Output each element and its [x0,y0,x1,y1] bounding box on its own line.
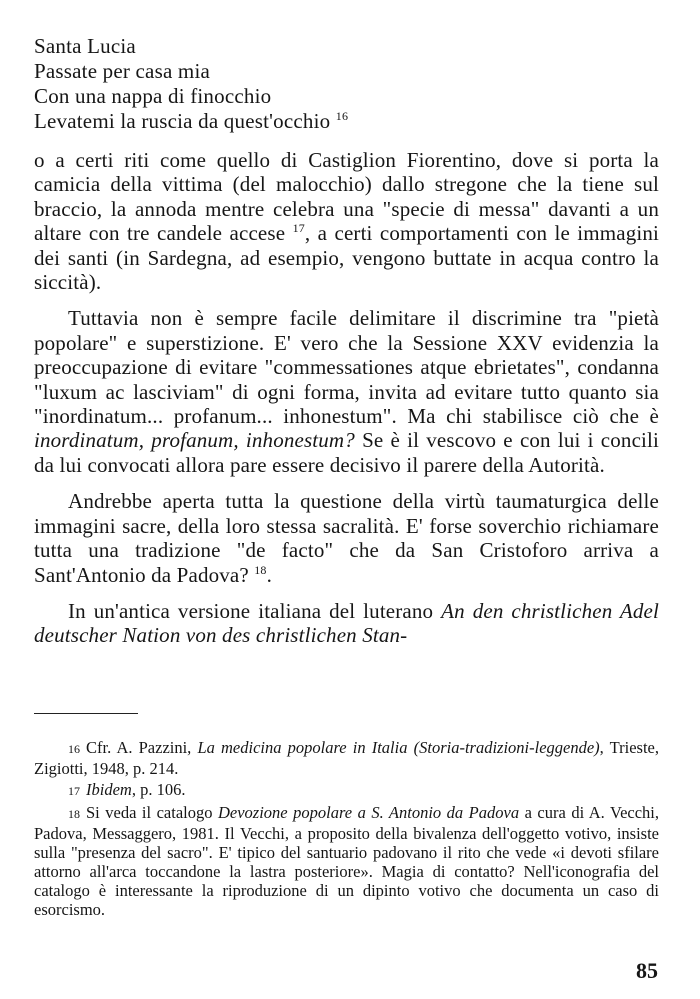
footnotes [34,738,659,921]
footnote-ref: 18 [254,562,267,577]
footnote-number: 17 [68,784,80,798]
verse-line: Con una nappa di finocchio [34,84,272,108]
footnote: 16 Cfr. A. Pazzini, La medicina popolare in Italia (Storia-tradizioni-leggende), Trieste, Zigiotti, 1948, p. 214. [34,738,659,778]
footnote-number: 16 [68,742,80,756]
verse-line: Santa Lucia [34,34,136,58]
body-text [34,148,659,660]
verse-block [34,34,348,134]
verse-line: Passate per casa mia [34,59,211,83]
paragraph: Tuttavia non è sempre facile delimitare il discrimine tra "pietà popolare" e superstizione. E' vero che la Sessione XXV evidenzia la preoccupazione di evitare "commessationes atque ebrietates", condanna "luxum ac lasciviam" di ogni forma, invita ad evitare tutto quanto sia "inordinatum... profanum... inhonestum". Ma chi stabilisce ciò che è inordinatum, profanum, inhonestum? Se è il vescovo e con lui i concili da lui convocati allora pare essere decisivo il parere della Autorità. [34,306,659,477]
paragraph: o a certi riti come quello di Castiglion Fiorentino, dove si porta la camicia della vittima (del malocchio) dallo stregone che la tiene sul braccio, la annoda mentre celebra una "specie di messa" davanti a un altare con tre candele accese $^{17}$, a certi comportamenti con le immagini dei santi (in Sardegna, ad esempio, vengono buttate in acqua contro la siccità). [34,148,659,295]
paragraph: Andrebbe aperta tutta la questione della virtù taumaturgica delle immagini sacre, della loro stessa sacralità. E' forse soverchio richiamare tutta una tradizione "de facto" che da San Cristoforo arriva a Sant'Antonio da Padova? $^{18}$. [34,489,659,587]
page-number: 85 [636,958,658,983]
footnote: 18 Si veda il catalogo Devozione popolare a S. Antonio da Padova a cura di A. Vecchi, Padova, Messaggero, 1981. Il Vecchi, a proposito della bivalenza dell'oggetto votivo, insiste sulla "presenza del sacro". E' tipico del santuario padovano il rito che vede «i devoti sfilare attorno all'arca toccandone la lastra posteriore». Magia di contatto? Nell'iconografia del catalogo è interessante la riproduzione di un dipinto votivo che documenta un caso di esorcismo. [34,803,660,919]
footnote-divider [34,713,138,714]
italic-text: An den christlichen Adel deutscher Nation von des christlichen Stan- [34,598,659,648]
footnote-ref: 17 [292,221,305,236]
italic-text: inordinatum, profanum, inhonestum? [34,428,355,453]
verse-line: Levatemi la ruscia da quest'occhio $^{16}$ [34,109,349,133]
footnote: 17 Ibidem, p. 106. [68,780,186,799]
paragraph: In un'antica versione italiana del luterano An den christlichen Adel deutscher Nation von des christlichen Stan- [34,598,659,648]
footnote-ref: 16 [335,109,349,123]
footnote-number: 18 [68,807,80,821]
